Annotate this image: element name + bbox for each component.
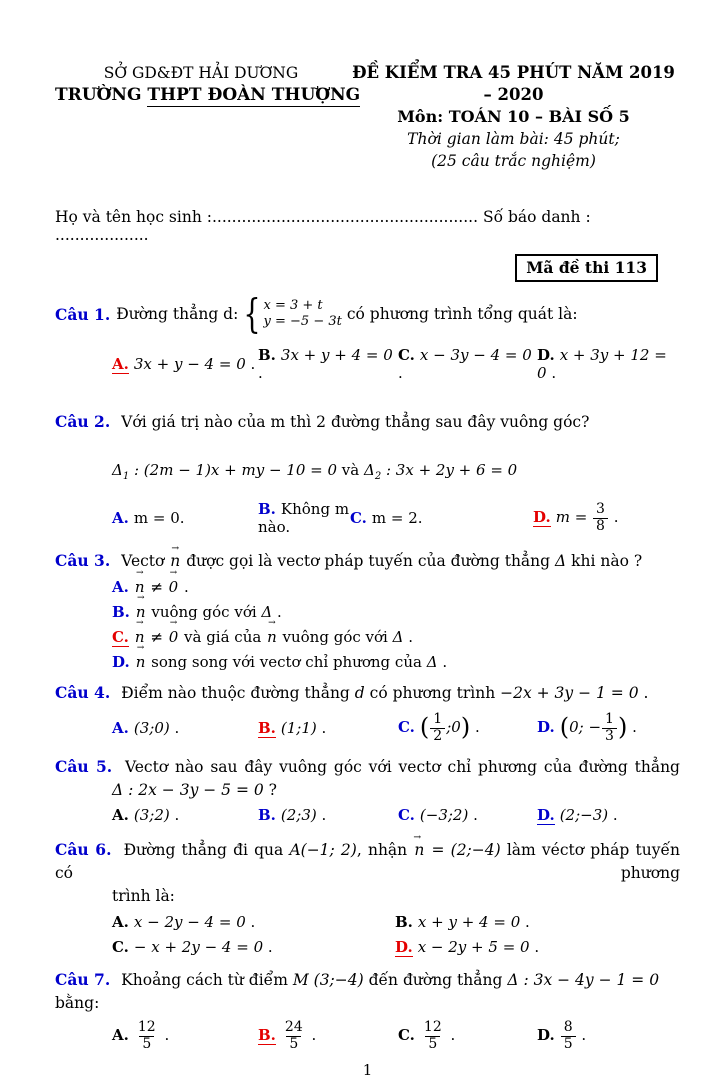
text-part: Δ	[392, 628, 404, 646]
exam-code-row	[55, 254, 680, 282]
text-part: làm véctơ pháp tuyến có phương	[55, 841, 680, 882]
fraction-numerator: 12	[137, 1018, 156, 1035]
question-6-text	[55, 841, 680, 882]
text-part: .	[627, 718, 637, 736]
question-2-equations	[112, 458, 680, 489]
option-c-content	[420, 1018, 456, 1052]
option-d	[395, 935, 680, 960]
system-brace: {	[243, 290, 261, 338]
text-part: .	[398, 364, 403, 382]
text-part: và	[337, 461, 364, 479]
question-2	[55, 410, 680, 537]
question-1-label: Câu 1.	[55, 304, 111, 324]
option-b-label: B.	[112, 603, 130, 621]
option-b-content	[281, 719, 326, 737]
option-c-content	[419, 710, 480, 744]
school-name-underlined: THPT ĐOÀN THƯỢNG	[147, 85, 361, 105]
text-part: )	[617, 713, 628, 741]
system-line-1: x = 3 + t	[263, 298, 323, 313]
text-part: song song với vectơ chỉ phương của	[146, 653, 427, 671]
option-b-label: B.	[258, 1026, 276, 1044]
question-4-options	[112, 709, 680, 747]
fraction-denominator: 3	[602, 728, 617, 745]
issuer-block	[55, 62, 361, 106]
option-b-label: B.	[258, 719, 276, 737]
option-a-label: A.	[112, 719, 129, 737]
text-part: .	[403, 628, 413, 646]
question-7	[55, 968, 680, 1055]
question-1	[55, 292, 680, 382]
text-part: Vectơ	[121, 552, 170, 570]
exam-title: ĐỀ KIỂM TRA 45 PHÚT NĂM 2019 – 2020	[352, 63, 675, 104]
option-c-label: C.	[112, 938, 129, 956]
fraction	[421, 1020, 445, 1052]
question-6-text-line2: trình là:	[112, 887, 175, 905]
text-part: , nhận	[356, 841, 414, 859]
option-b-content	[135, 603, 282, 621]
text-part: Điểm nào thuộc đường thẳng	[121, 684, 355, 702]
text-part: .	[245, 913, 256, 931]
option-b	[258, 346, 398, 382]
option-d-label: D.	[533, 508, 551, 526]
option-b	[112, 600, 680, 625]
text-part: .	[520, 913, 530, 931]
page-number: 1	[362, 1061, 373, 1079]
option-c	[112, 625, 680, 650]
option-a-label: A.	[112, 913, 129, 931]
option-c	[398, 1020, 537, 1052]
question-1-stem	[55, 292, 680, 336]
question-5-equation	[112, 779, 680, 802]
option-c	[112, 935, 395, 960]
question-5	[55, 755, 680, 824]
text-part: A(−1; 2)	[289, 841, 357, 859]
text-part: đến đường thẳng	[363, 971, 508, 989]
text-part: khi nào ?	[566, 552, 643, 570]
text-part: x − 3y − 4 = 0	[419, 346, 532, 364]
option-b	[395, 910, 680, 935]
text-part: (3;0)	[133, 719, 170, 737]
option-d-content	[560, 1018, 587, 1052]
option-b	[258, 1020, 398, 1052]
option-a-content	[134, 806, 179, 824]
text-part: ≠	[145, 578, 168, 596]
option-a-label: A.	[112, 1026, 129, 1044]
option-c	[398, 346, 537, 382]
text-part: .	[169, 719, 180, 737]
question-3-label: Câu 3.	[55, 551, 111, 570]
question-1-text-after: có phương trình tổng quát là:	[346, 304, 578, 323]
text-part: .	[470, 718, 480, 736]
question-4-text	[121, 684, 648, 702]
fraction	[135, 1020, 159, 1052]
equation-system	[243, 290, 342, 338]
option-c-content	[134, 938, 273, 956]
text-part: .	[316, 806, 327, 824]
vector-notation: n →	[413, 839, 425, 862]
text-part: .	[608, 508, 619, 526]
question-5-options	[112, 806, 680, 824]
text-part: ;0	[446, 718, 461, 736]
option-d-label: D.	[537, 1026, 555, 1044]
text-part: Đường thẳng đi qua	[123, 841, 290, 859]
vector-notation: n →	[266, 625, 278, 650]
text-part: (1;1)	[280, 719, 317, 737]
text-part: )	[460, 713, 471, 741]
text-part: ≠	[145, 628, 168, 646]
vector-notation: n →	[135, 600, 147, 625]
fraction-denominator: 2	[430, 728, 445, 745]
fraction-denominator: 5	[561, 1036, 576, 1053]
text-part: .	[576, 1026, 587, 1044]
question-7-text	[55, 971, 659, 1012]
text-part: .	[258, 364, 263, 382]
text-part: x + y + 4 = 0	[417, 913, 521, 931]
text-part: .	[179, 578, 189, 596]
text-part: 3x + y + 4 = 0	[280, 346, 393, 364]
option-b-label: B.	[258, 346, 276, 364]
text-part: (	[419, 713, 430, 741]
option-a	[112, 806, 258, 824]
option-d-label: D.	[537, 718, 555, 736]
option-d-content	[555, 500, 619, 534]
question-2-text: Với giá trị nào của m thì 2 đường thẳng sau đây vuông góc?	[121, 413, 590, 431]
question-7-label: Câu 7.	[55, 970, 111, 989]
text-part: bằng:	[55, 994, 100, 1012]
option-c-label: C.	[350, 509, 367, 527]
question-5-text: Vectơ nào sau đây vuông góc với vectơ chỉ phương của đường thẳng	[124, 758, 680, 776]
text-part: : (2m − 1)x + my − 10 = 0	[129, 461, 338, 479]
text-part: .	[316, 719, 327, 737]
option-c-content	[372, 509, 423, 527]
text-part: .	[608, 806, 618, 824]
text-part: Δ : 3x − 4y − 1 = 0	[507, 971, 660, 989]
option-c	[350, 509, 533, 527]
text-part: .	[169, 806, 180, 824]
option-d-content	[559, 710, 637, 744]
question-6-label: Câu 6.	[55, 840, 112, 859]
question-4	[55, 681, 680, 747]
option-d	[537, 1020, 680, 1052]
school-prefix: TRƯỜNG	[55, 85, 148, 105]
option-a-label: A.	[112, 509, 129, 527]
fraction	[602, 712, 617, 744]
question-6-stem	[55, 838, 680, 885]
text-part: m = 2.	[371, 509, 423, 527]
option-d-content	[537, 346, 667, 382]
option-b-content	[418, 913, 530, 931]
option-a-label: A.	[112, 355, 129, 373]
option-b-content	[258, 346, 393, 382]
option-a-label: A.	[112, 578, 129, 596]
text-part: .	[159, 1026, 170, 1044]
question-2-stem	[55, 410, 680, 434]
option-a	[112, 1020, 258, 1052]
option-b	[258, 500, 350, 536]
text-part: vuông góc với	[277, 628, 393, 646]
option-a	[112, 575, 680, 600]
fraction	[282, 1020, 306, 1052]
question-5-label: Câu 5.	[55, 757, 113, 776]
text-part: 0; −	[569, 718, 602, 736]
text-part: Δ	[426, 653, 438, 671]
text-part: m =	[555, 508, 593, 526]
question-1-options	[112, 346, 680, 382]
option-c-content	[134, 628, 413, 646]
question-4-label: Câu 4.	[55, 683, 111, 702]
text-part: Δ	[261, 603, 273, 621]
option-a	[112, 910, 395, 935]
question-5-stem	[55, 755, 680, 779]
text-part: m = 0.	[133, 509, 185, 527]
option-d	[533, 502, 680, 534]
school-name	[55, 84, 361, 106]
text-part: 2	[374, 471, 382, 482]
option-b-label: B.	[395, 913, 413, 931]
fraction	[561, 1020, 576, 1052]
system-lines	[264, 298, 342, 330]
option-c-content	[420, 806, 478, 824]
option-d	[537, 806, 680, 824]
question-3-stem	[55, 549, 680, 573]
option-d-content	[560, 806, 618, 824]
text-part: và giá của	[179, 628, 267, 646]
text-part: Δ	[555, 552, 567, 570]
option-b-content	[281, 1018, 317, 1052]
header	[55, 62, 680, 172]
vector-notation: n →	[134, 575, 146, 600]
exam-code-box: Mã đề thi 113	[515, 254, 658, 282]
text-part: (2;−3)	[559, 806, 609, 824]
option-d	[537, 712, 680, 744]
fraction-denominator: 8	[593, 518, 608, 535]
text-part: .	[272, 603, 282, 621]
option-a-content	[134, 509, 185, 527]
fraction	[430, 712, 445, 744]
question-2-label: Câu 2.	[55, 412, 111, 431]
text-part: Khoảng cách từ điểm	[121, 971, 293, 989]
option-b	[258, 719, 398, 737]
vector-notation: n →	[135, 650, 147, 675]
option-d-label: D.	[537, 806, 555, 824]
option-d-content	[418, 938, 539, 956]
text-part: Không m nào.	[258, 500, 350, 536]
text-part: = (2;−4)	[425, 841, 501, 859]
question-7-options	[112, 1017, 680, 1055]
text-part: .	[437, 653, 448, 671]
option-a-content	[134, 355, 255, 373]
option-a	[112, 719, 258, 737]
question-2-options	[112, 499, 680, 537]
department-name: SỞ GD&ĐT HẢI DƯƠNG	[103, 64, 299, 82]
option-d	[112, 650, 680, 675]
option-c-label: C.	[398, 806, 415, 824]
option-d-label: D.	[395, 938, 413, 956]
text-part: 3x + y − 4 = 0	[133, 355, 246, 373]
option-c	[398, 806, 537, 824]
option-a	[112, 509, 258, 527]
text-part: x − 2y + 5 = 0	[417, 938, 530, 956]
fraction	[593, 502, 608, 534]
option-c-label: C.	[398, 346, 415, 364]
option-b-label: B.	[258, 500, 276, 518]
vector-notation: 0 →	[168, 625, 180, 650]
exam-subject: Môn: TOÁN 10 – BÀI SỐ 5	[397, 107, 630, 126]
text-part: Δ	[363, 461, 375, 479]
option-a-content	[134, 719, 179, 737]
text-part: x − 2y − 4 = 0	[133, 913, 246, 931]
text-part: được gọi là vectơ pháp tuyến của đường thẳng	[181, 552, 556, 570]
option-d-content	[135, 653, 447, 671]
question-6	[55, 838, 680, 960]
text-part: .	[638, 684, 649, 702]
text-part: M (3;−4)	[292, 971, 364, 989]
option-c-label: C.	[398, 718, 415, 736]
question-3	[55, 549, 680, 675]
text-part: (2;3)	[280, 806, 317, 824]
option-c	[398, 712, 537, 744]
text-part: .	[546, 364, 557, 382]
vector-notation: n →	[134, 625, 146, 650]
text-part: (−3;2)	[419, 806, 469, 824]
text-part: (	[559, 713, 570, 741]
question-count: (25 câu trắc nghiệm)	[431, 152, 596, 170]
vector-notation: 0 →	[168, 575, 180, 600]
text-part: −2x + 3y − 1 = 0	[500, 684, 639, 702]
text-part: 1	[122, 471, 130, 482]
fraction-numerator: 1	[605, 710, 614, 727]
question-1-text-before: Đường thẳng d:	[116, 304, 239, 323]
question-7-stem	[55, 968, 680, 1015]
option-c-label: C.	[398, 1026, 415, 1044]
text-part: (3;2)	[133, 806, 170, 824]
option-a-content	[134, 913, 255, 931]
option-b-label: B.	[258, 806, 276, 824]
exam-duration: Thời gian làm bài: 45 phút;	[407, 130, 620, 148]
text-part: vuông góc với	[146, 603, 262, 621]
text-part: Δ : 2x − 3y − 5 = 0	[112, 781, 264, 799]
question-3-options	[112, 575, 680, 675]
question-6-options	[112, 910, 680, 960]
option-c-content	[398, 346, 532, 382]
option-b	[258, 806, 398, 824]
fraction-numerator: 3	[596, 500, 605, 517]
option-a-content	[134, 1018, 170, 1052]
question-4-stem	[55, 681, 680, 705]
fraction-numerator: 24	[284, 1018, 303, 1035]
option-c-label: C.	[112, 628, 129, 646]
text-part: .	[529, 938, 540, 956]
fraction-denominator: 5	[425, 1036, 440, 1053]
text-part: .	[245, 355, 256, 373]
fraction-numerator: 8	[563, 1018, 573, 1035]
fraction-numerator: 1	[433, 710, 443, 727]
fraction-denominator: 5	[286, 1036, 301, 1053]
question-3-text	[121, 552, 642, 570]
vector-notation: n →	[169, 550, 181, 573]
option-a-label: A.	[112, 806, 129, 824]
option-d	[537, 346, 680, 382]
text-part: Δ	[112, 461, 123, 479]
text-part: .	[468, 806, 478, 824]
option-d-label: D.	[112, 653, 130, 671]
exam-title-block	[347, 62, 680, 172]
fraction-numerator: 12	[423, 1018, 442, 1035]
text-part: − x + 2y − 4 = 0	[133, 938, 264, 956]
option-a	[112, 355, 258, 373]
student-info-line: Họ và tên học sinh :...................................................... Số báo danh : ...................	[55, 208, 591, 244]
text-part: : 3x + 2y + 6 = 0	[381, 461, 518, 479]
text-part: có phương trình	[364, 684, 501, 702]
text-part: .	[306, 1026, 317, 1044]
text-part: x + 3y + 12 = 0	[537, 346, 667, 382]
system-line-2: y = −5 − 3t	[263, 314, 342, 329]
option-d-label: D.	[537, 346, 555, 364]
text-part: .	[445, 1026, 456, 1044]
text-part: d	[354, 684, 365, 702]
text-part: .	[263, 938, 273, 956]
fraction-denominator: 5	[139, 1036, 154, 1053]
text-part: ?	[263, 781, 277, 799]
option-b-content	[281, 806, 326, 824]
